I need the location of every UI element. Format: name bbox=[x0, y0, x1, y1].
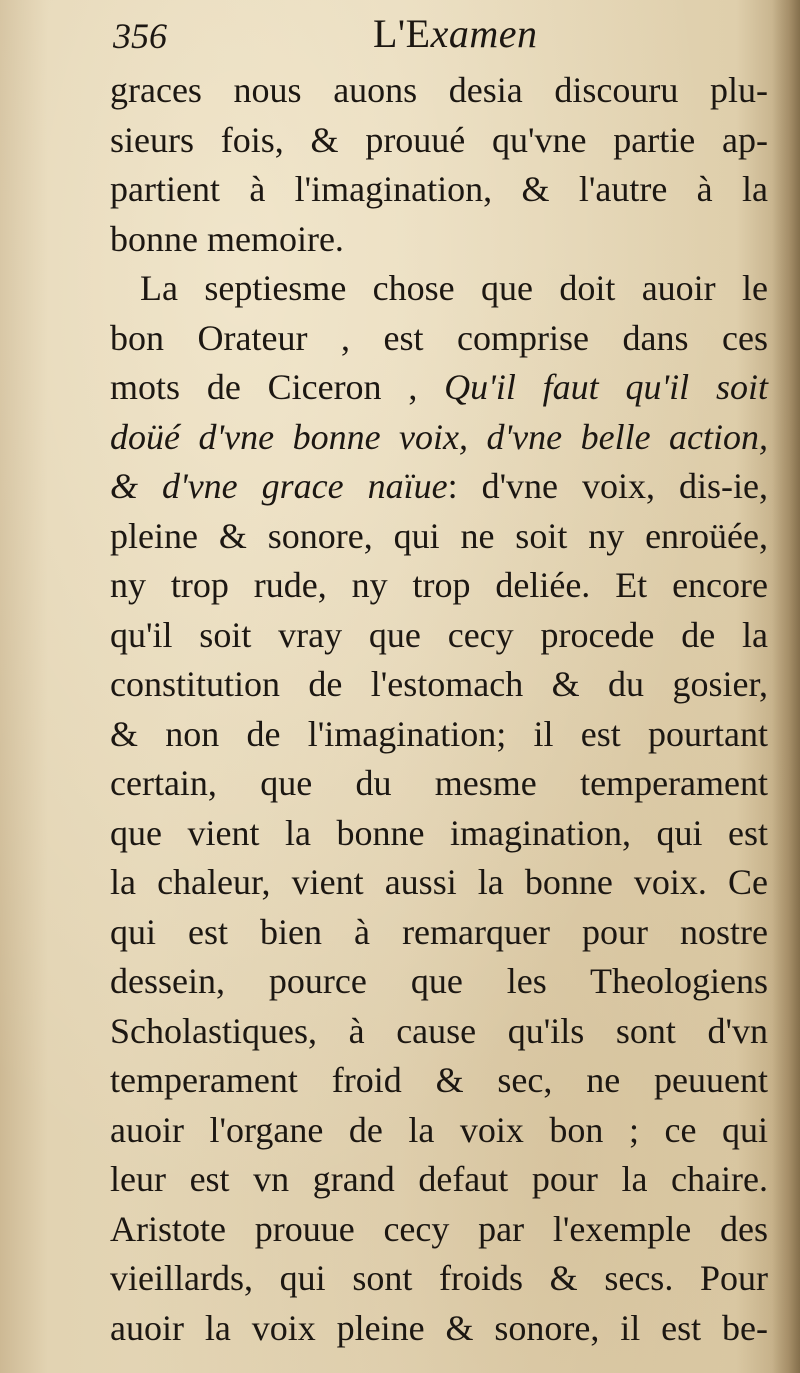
text-line: & non de l'imagination; il est pourtant bbox=[110, 713, 768, 754]
text-line: auoir l'organe de la voix bon ; ce qui bbox=[110, 1109, 768, 1150]
page-number: 356 bbox=[113, 16, 167, 56]
text-line: graces nous auons desia discouru plu- bbox=[110, 70, 768, 110]
quotation-italic: & d'vne grace naïue bbox=[110, 466, 448, 506]
text-line: dessein, pource que les Theologiens bbox=[110, 961, 768, 1001]
text-line: qu'il soit vray que cecy procede de la bbox=[110, 614, 768, 655]
text-segment: mots de Ciceron , bbox=[110, 367, 445, 407]
text-line: Scholastiques, à cause qu'ils sont d'vn bbox=[110, 1010, 768, 1051]
text-line: La septiesme chose que doit auoir le bbox=[140, 268, 768, 308]
text-line: la chaleur, vient aussi la bonne voix. Ce bbox=[110, 862, 768, 902]
text-line: sieurs fois, & prouué qu'vne partie ap- bbox=[110, 119, 768, 160]
text-line: vieillards, qui sont froids & secs. Pour bbox=[110, 1258, 768, 1298]
text-line: Aristote prouue cecy par l'exemple des bbox=[110, 1208, 768, 1249]
text-line: que vient la bonne imagination, qui est bbox=[110, 812, 768, 853]
quotation-line: doüé d'vne bonne voix, d'vne belle action, bbox=[110, 416, 768, 457]
text-line: ny trop rude, ny trop deliée. Et encore bbox=[110, 565, 768, 605]
text-line: partient à l'imagination, & l'autre à la bbox=[110, 169, 768, 209]
text-line: bonne memoire. bbox=[110, 218, 344, 259]
text-line: bon Orateur , est comprise dans ces bbox=[110, 317, 768, 358]
running-head-roman: L'E bbox=[373, 11, 431, 56]
text-line: auoir la voix pleine & sonore, il est be- bbox=[110, 1307, 768, 1348]
running-head bbox=[373, 10, 537, 58]
text-line: certain, que du mesme temperament bbox=[110, 763, 768, 803]
text-segment: : d'vne voix, dis-ie, bbox=[447, 466, 768, 506]
body-text bbox=[110, 66, 768, 1353]
text-line: qui est bien à remarquer pour nostre bbox=[110, 911, 768, 952]
text-line: temperament froid & sec, ne peuuent bbox=[110, 1060, 768, 1100]
running-head-italic: xamen bbox=[430, 11, 538, 56]
text-line: pleine & sonore, qui ne soit ny enroüée, bbox=[110, 515, 768, 556]
page-edge-shadow bbox=[772, 0, 800, 1373]
quotation-italic: Qu'il faut qu'il soit bbox=[444, 367, 769, 407]
text-line: leur est vn grand defaut pour la chaire. bbox=[110, 1159, 768, 1199]
text-line bbox=[110, 462, 768, 512]
text-line: constitution de l'estomach & du gosier, bbox=[110, 664, 768, 704]
text-line bbox=[110, 363, 768, 413]
